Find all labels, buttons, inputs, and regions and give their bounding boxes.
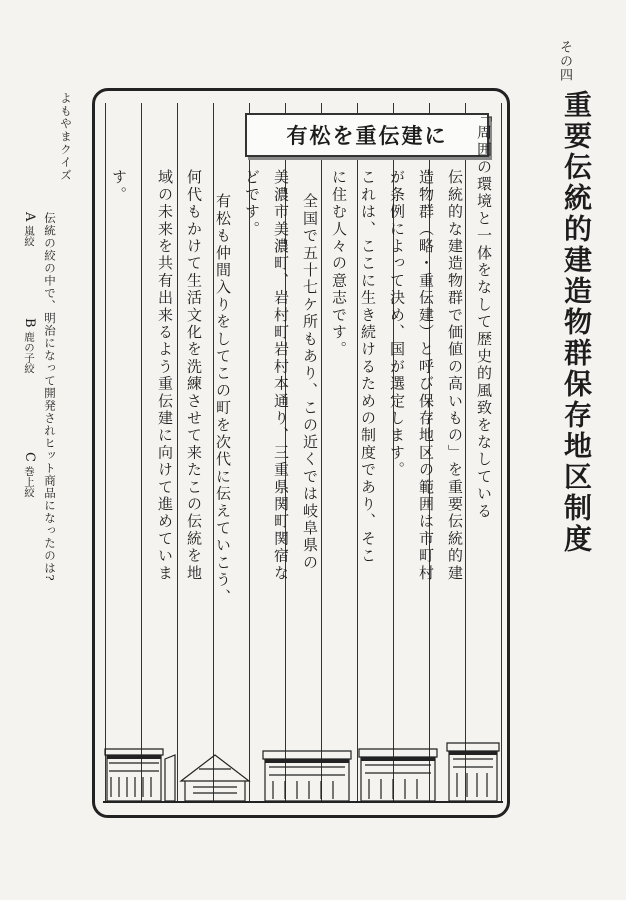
- body-column: 全国で五十七ケ所もあり、この近くでは岐阜県の: [301, 193, 319, 572]
- quiz-option-a: [22, 212, 36, 246]
- body-column: す。: [110, 169, 128, 204]
- body-column: が条例によって決め、国が選定します。: [388, 169, 406, 479]
- body-column: 何代もかけて生活文化を洗練させて来たこの伝統を地: [185, 169, 203, 582]
- column-rule: [501, 103, 502, 803]
- body-column: 造物群（略・重伝建）と呼び保存地区の範囲は市町村: [417, 169, 435, 582]
- quiz-option-c: [22, 452, 36, 497]
- body-column: 「周囲の環境と一体をなして歴史的風致をなしている: [475, 107, 493, 520]
- main-title: 重要伝統的建造物群保存地区制度: [560, 90, 593, 555]
- body-column: 美濃市美濃町、岩村町岩村本通り、三重県関町関宿な: [272, 169, 290, 582]
- body-column: 域の未来を共有出来るよう重伝建に向けて進めていま: [156, 169, 174, 582]
- quiz-option-letter: B: [22, 318, 37, 328]
- body-column: に住む人々の意志です。: [330, 169, 348, 359]
- headline-box: [245, 113, 489, 157]
- body-column: 伝統的な建造物群で価値の高いもの」を重要伝統的建: [446, 169, 464, 582]
- body-column: これは、ここに生き続けるための制度であり、そこ: [359, 169, 377, 565]
- headline: 有松を重伝建に: [286, 124, 448, 148]
- quiz-option-label: 嵐絞: [23, 225, 35, 247]
- quiz-option-label: 巻上絞: [23, 465, 35, 498]
- column-rule: [105, 103, 106, 803]
- series-label: その四: [557, 40, 572, 82]
- quiz-option-letter: C: [22, 452, 37, 462]
- townscape-illustration: [103, 741, 503, 803]
- quiz-option-letter: A: [22, 212, 37, 222]
- body-column: 有松も仲間入りをしてこの町を次代に伝えていこう、: [214, 193, 232, 606]
- column-rule: [141, 103, 142, 803]
- quiz-option-label: 鹿の子絞: [23, 331, 35, 374]
- body-column: どです。: [243, 169, 261, 238]
- quiz-question: 伝統の絞の中で、明治になって開発されヒット商品になったのは?: [43, 212, 57, 582]
- quiz-title: よもやまクイズ: [59, 92, 73, 182]
- article-frame: [92, 88, 510, 818]
- quiz-option-b: [22, 318, 36, 373]
